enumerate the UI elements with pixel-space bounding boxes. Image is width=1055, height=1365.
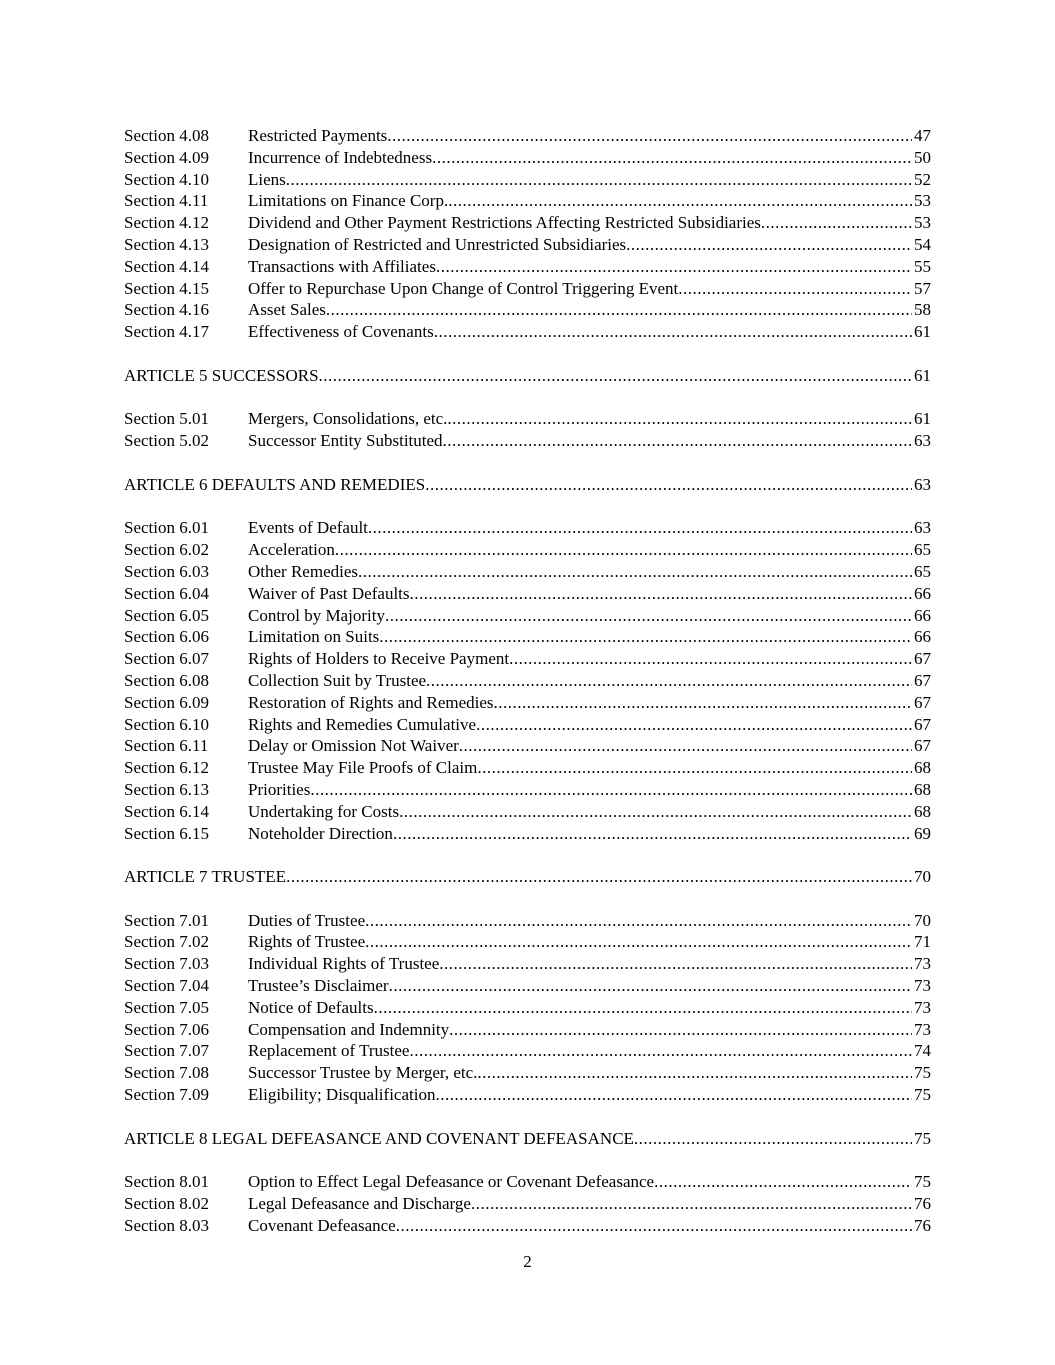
toc-section-entry[interactable] [124, 583, 931, 605]
toc-section-entry[interactable] [124, 430, 931, 452]
entry-title: Waiver of Past Defaults [248, 583, 410, 603]
page-ref: 74 [914, 1041, 931, 1061]
entry-title: Dividend and Other Payment Restrictions Affecting Restricted Subsidiaries [248, 213, 761, 233]
page-ref: 65 [914, 540, 931, 560]
entry-title: Noteholder Direction [248, 823, 393, 843]
page-ref: 70 [914, 910, 931, 930]
entry-title: Replacement of Trustee [248, 1041, 410, 1061]
toc-section-entry[interactable] [124, 648, 931, 670]
toc-section-entry[interactable] [124, 1019, 931, 1041]
toc-section-entry[interactable] [124, 801, 931, 823]
section-number: Section 7.06 [124, 1019, 209, 1039]
page-ref: 61 [914, 322, 931, 342]
toc-section-entry[interactable] [124, 212, 931, 234]
entry-title: Events of Default [248, 518, 368, 538]
dot-leader [436, 256, 912, 278]
entry-title: Trustee’s Disclaimer [248, 976, 389, 996]
toc-section-entry[interactable] [124, 539, 931, 561]
entry-title: Restoration of Rights and Remedies [248, 692, 494, 712]
entry-title: Covenant Defeasance [248, 1215, 396, 1235]
dot-leader [393, 823, 912, 845]
section-number: Section 5.01 [124, 409, 209, 429]
toc-section-entry[interactable] [124, 190, 931, 212]
dot-leader [509, 648, 912, 670]
dot-leader [286, 169, 912, 191]
section-number: Section 4.11 [124, 191, 209, 211]
section-number: Section 6.11 [124, 736, 209, 756]
entry-title: Delay or Omission Not Waiver [248, 736, 459, 756]
toc-section-entry[interactable] [124, 997, 931, 1019]
entry-title: Control by Majority [248, 605, 385, 625]
toc-section-entry[interactable] [124, 605, 931, 627]
toc-section-entry[interactable] [124, 1084, 931, 1106]
page-ref: 54 [914, 234, 931, 254]
blank-line [124, 888, 931, 910]
toc-section-entry[interactable] [124, 1062, 931, 1084]
entry-title: ARTICLE 5 SUCCESSORS [124, 365, 319, 385]
section-number: Section 7.08 [124, 1063, 209, 1083]
section-number: Section 7.02 [124, 932, 209, 952]
entry-title: Restricted Payments [248, 126, 388, 145]
section-number: Section 4.15 [124, 278, 209, 298]
entry-title: Limitations on Finance Corp. [248, 191, 449, 211]
entry-title: Rights of Trustee [248, 932, 366, 952]
section-number: Section 4.14 [124, 256, 209, 276]
toc-section-entry[interactable] [124, 1215, 931, 1237]
entry-title: Offer to Repurchase Upon Change of Control Triggering Event [248, 278, 679, 298]
page-ref: 67 [914, 714, 931, 734]
section-number: Section 7.04 [124, 976, 209, 996]
dot-leader [634, 1128, 912, 1150]
toc-section-entry[interactable] [124, 125, 931, 147]
dot-leader [434, 321, 912, 343]
toc-section-entry[interactable] [124, 692, 931, 714]
page-ref: 75 [914, 1128, 931, 1148]
dot-leader [477, 757, 912, 779]
page-ref: 67 [914, 736, 931, 756]
dot-leader [409, 1040, 912, 1062]
section-number: Section 4.09 [124, 147, 209, 167]
entry-title: Incurrence of Indebtedness [248, 147, 433, 167]
entry-title: Effectiveness of Covenants [248, 322, 434, 342]
page-ref: 66 [914, 583, 931, 603]
toc-section-entry[interactable] [124, 779, 931, 801]
toc-section-entry[interactable] [124, 517, 931, 539]
entry-title: Successor Trustee by Merger, etc. [248, 1063, 478, 1083]
page-ref: 50 [914, 147, 931, 167]
toc-section-entry[interactable] [124, 234, 931, 256]
page-ref: 53 [914, 191, 931, 211]
page-ref: 57 [914, 278, 931, 298]
dot-leader [358, 561, 912, 583]
dot-leader [476, 714, 912, 736]
dot-leader [425, 474, 912, 496]
toc-section-entry[interactable] [124, 670, 931, 692]
section-number: Section 6.03 [124, 561, 209, 581]
section-number: Section 6.12 [124, 758, 209, 778]
page-ref: 68 [914, 779, 931, 799]
toc-article-entry[interactable] [124, 365, 931, 387]
dot-leader [443, 430, 912, 452]
table-of-contents [124, 125, 931, 1237]
page-ref: 75 [914, 1172, 931, 1192]
page-ref: 73 [914, 997, 931, 1017]
toc-section-entry[interactable] [124, 1171, 931, 1193]
dot-leader [396, 1215, 912, 1237]
entry-title: ARTICLE 7 TRUSTEE [124, 867, 287, 887]
section-number: Section 6.07 [124, 649, 209, 669]
page-ref: 55 [914, 256, 931, 276]
toc-section-entry[interactable] [124, 561, 931, 583]
page-ref: 73 [914, 1019, 931, 1039]
section-number: Section 6.10 [124, 714, 209, 734]
dot-leader [459, 735, 912, 757]
entry-title: Collection Suit by Trustee [248, 670, 427, 690]
page-ref: 63 [914, 431, 931, 451]
entry-title: Compensation and Indemnity [248, 1019, 450, 1039]
section-number: Section 4.16 [124, 300, 209, 320]
dot-leader [654, 1171, 912, 1193]
entry-title: Rights and Remedies Cumulative [248, 714, 477, 734]
section-number: Section 4.13 [124, 234, 209, 254]
page-ref: 47 [914, 126, 931, 145]
blank-line [124, 387, 931, 409]
dot-leader [477, 1062, 912, 1084]
entry-title: ARTICLE 8 LEGAL DEFEASANCE AND COVENANT DEFEASANCE [124, 1128, 634, 1148]
entry-title: Individual Rights of Trustee [248, 954, 440, 974]
page-ref: 65 [914, 561, 931, 581]
section-number: Section 4.17 [124, 322, 209, 342]
section-number: Section 6.13 [124, 779, 209, 799]
toc-section-entry[interactable] [124, 256, 931, 278]
dot-leader [432, 147, 912, 169]
dot-leader [626, 234, 912, 256]
entry-title: ARTICLE 6 DEFAULTS AND REMEDIES [124, 474, 426, 494]
dot-leader [365, 931, 912, 953]
page-ref: 63 [914, 518, 931, 538]
page-ref: 67 [914, 692, 931, 712]
page-ref: 66 [914, 605, 931, 625]
page-ref: 67 [914, 670, 931, 690]
blank-line [124, 343, 931, 365]
section-number: Section 8.03 [124, 1215, 209, 1235]
entry-title: Trustee May File Proofs of Claim [248, 758, 478, 778]
dot-leader [435, 1084, 912, 1106]
section-number: Section 6.04 [124, 583, 209, 603]
toc-section-entry[interactable] [124, 910, 931, 932]
entry-title: Legal Defeasance and Discharge [248, 1194, 471, 1214]
section-number: Section 6.08 [124, 670, 209, 690]
section-number: Section 8.02 [124, 1194, 209, 1214]
section-number: Section 6.06 [124, 627, 209, 647]
section-number: Section 6.09 [124, 692, 209, 712]
entry-title: Acceleration [248, 540, 335, 560]
dot-leader [385, 605, 912, 627]
section-number: Section 8.01 [124, 1172, 209, 1192]
dot-leader [449, 1019, 912, 1041]
page-ref: 76 [914, 1215, 931, 1235]
dot-leader [447, 408, 912, 430]
toc-article-entry[interactable] [124, 866, 931, 888]
dot-leader [761, 212, 912, 234]
page-ref: 52 [914, 169, 931, 189]
toc-section-entry[interactable] [124, 975, 931, 997]
dot-leader [410, 583, 913, 605]
dot-leader [448, 190, 912, 212]
dot-leader [310, 779, 912, 801]
toc-section-entry[interactable] [124, 147, 931, 169]
entry-title: Successor Entity Substituted [248, 431, 443, 451]
toc-section-entry[interactable] [124, 278, 931, 300]
page-ref: 67 [914, 649, 931, 669]
page-ref: 73 [914, 976, 931, 996]
section-number: Section 7.09 [124, 1085, 209, 1105]
toc-section-entry[interactable] [124, 757, 931, 779]
entry-title: Notice of Defaults [248, 997, 374, 1017]
toc-article-entry[interactable] [124, 1128, 931, 1150]
page-ref: 73 [914, 954, 931, 974]
section-number: Section 6.01 [124, 518, 209, 538]
section-number: Section 6.14 [124, 801, 209, 821]
entry-title: Rights of Holders to Receive Payment [248, 649, 510, 669]
page-ref: 76 [914, 1194, 931, 1214]
section-number: Section 6.02 [124, 540, 209, 560]
entry-title: Option to Effect Legal Defeasance or Covenant Defeasance [248, 1172, 655, 1192]
dot-leader [426, 670, 912, 692]
section-number: Section 4.10 [124, 169, 209, 189]
dot-leader [368, 517, 912, 539]
entry-title: Asset Sales [248, 300, 326, 320]
toc-section-entry[interactable] [124, 626, 931, 648]
page-ref: 68 [914, 758, 931, 778]
page-ref: 69 [914, 823, 931, 843]
page-ref: 53 [914, 213, 931, 233]
blank-line [124, 1106, 931, 1128]
toc-section-entry[interactable] [124, 735, 931, 757]
dot-leader [365, 910, 912, 932]
section-number: Section 4.08 [124, 126, 209, 145]
toc-section-entry[interactable] [124, 1193, 931, 1215]
page-ref: 58 [914, 300, 931, 320]
dot-leader [399, 801, 912, 823]
page-ref: 61 [914, 365, 931, 385]
section-number: Section 5.02 [124, 431, 209, 451]
dot-leader [389, 975, 912, 997]
toc-section-entry[interactable] [124, 1040, 931, 1062]
page-ref: 70 [914, 867, 931, 887]
section-number: Section 6.15 [124, 823, 209, 843]
toc-section-entry[interactable] [124, 321, 931, 343]
blank-line [124, 1149, 931, 1171]
dot-leader [387, 125, 912, 147]
dot-leader [439, 953, 912, 975]
dot-leader [471, 1193, 912, 1215]
section-number: Section 7.07 [124, 1041, 209, 1061]
entry-title: Other Remedies [248, 561, 358, 581]
page-ref: 75 [914, 1063, 931, 1083]
entry-title: Undertaking for Costs [248, 801, 400, 821]
dot-leader [374, 997, 912, 1019]
toc-section-entry[interactable] [124, 169, 931, 191]
entry-title: Transactions with Affiliates [248, 256, 436, 276]
entry-title: Limitation on Suits [248, 627, 380, 647]
section-number: Section 7.03 [124, 954, 209, 974]
entry-title: Mergers, Consolidations, etc. [248, 409, 448, 429]
toc-article-entry[interactable] [124, 474, 931, 496]
dot-leader [326, 299, 912, 321]
page-ref: 71 [914, 932, 931, 952]
dot-leader [678, 278, 912, 300]
blank-line [124, 844, 931, 866]
toc-section-entry[interactable] [124, 714, 931, 736]
section-number: Section 7.05 [124, 997, 209, 1017]
entry-title: Eligibility; Disqualification [248, 1085, 436, 1105]
page-ref: 63 [914, 474, 931, 494]
toc-section-entry[interactable] [124, 408, 931, 430]
page-number: 2 [523, 1252, 532, 1271]
dot-leader [319, 365, 912, 387]
toc-section-entry[interactable] [124, 299, 931, 321]
blank-line [124, 496, 931, 518]
blank-line [124, 452, 931, 474]
page-ref: 75 [914, 1085, 931, 1105]
entry-title: Designation of Restricted and Unrestricted Subsidiaries [248, 234, 627, 254]
page-ref: 66 [914, 627, 931, 647]
entry-title: Priorities [248, 779, 311, 799]
toc-section-entry[interactable] [124, 823, 931, 845]
entry-title: Liens [248, 169, 286, 189]
entry-title: Duties of Trustee [248, 910, 366, 930]
page-ref: 61 [914, 409, 931, 429]
page-ref: 68 [914, 801, 931, 821]
section-number: Section 7.01 [124, 910, 209, 930]
dot-leader [335, 539, 912, 561]
section-number: Section 4.12 [124, 213, 209, 233]
section-number: Section 6.05 [124, 605, 209, 625]
toc-section-entry[interactable] [124, 953, 931, 975]
dot-leader [286, 866, 912, 888]
dot-leader [379, 626, 912, 648]
toc-section-entry[interactable] [124, 931, 931, 953]
dot-leader [494, 692, 912, 714]
